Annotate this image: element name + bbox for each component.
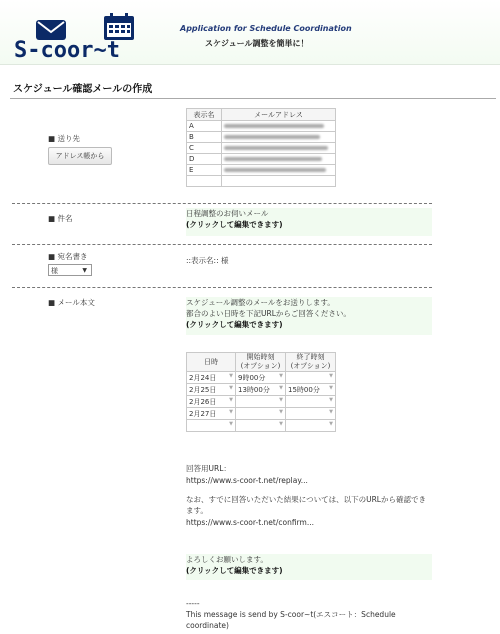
recipient-email[interactable] <box>222 121 336 132</box>
envelope-icon <box>36 20 66 40</box>
chevron-down-icon: ▼ <box>329 385 333 391</box>
column-header-date: 日時 <box>187 353 236 372</box>
chevron-down-icon: ▼ <box>229 397 233 403</box>
edit-hint: (クリックして編集できます) <box>186 220 283 229</box>
column-header-start: 開始時刻 (オプション) <box>236 353 286 372</box>
chevron-down-icon: ▼ <box>229 385 233 391</box>
table-row[interactable] <box>187 121 336 132</box>
subject-editor[interactable] <box>186 208 432 236</box>
start-time-select[interactable]: 13時00分 ▼ <box>236 384 286 396</box>
salutation-preview: ::表示名:: 様 <box>186 256 229 265</box>
table-row <box>187 372 336 384</box>
end-time-select[interactable] <box>286 396 336 408</box>
recipients-label: ■ 送り先 <box>48 134 80 143</box>
recipient-name[interactable]: B <box>187 132 222 143</box>
table-row <box>187 408 336 420</box>
signature-line2: coordinate) <box>186 621 229 630</box>
table-row[interactable] <box>187 132 336 143</box>
recipient-name[interactable] <box>187 176 222 187</box>
section-divider <box>12 203 432 204</box>
confirm-text-line2: ます。 <box>186 506 208 515</box>
date-cell[interactable] <box>187 420 236 432</box>
start-time-select[interactable] <box>236 420 286 432</box>
salutation-select[interactable] <box>48 264 92 276</box>
subject-value: 日程調整のお伺いメール <box>186 209 269 218</box>
reply-url-label: 回答用URL： <box>186 464 231 473</box>
recipient-name[interactable]: A <box>187 121 222 132</box>
confirm-url: https://www.s-coor-t.net/confirm... <box>186 518 314 527</box>
chevron-down-icon: ▼ <box>229 421 233 427</box>
salutation-label: ■ 宛名書き <box>48 252 88 261</box>
chevron-down-icon: ▼ <box>279 409 283 415</box>
section-divider <box>12 244 432 245</box>
app-header <box>0 0 500 65</box>
title-divider <box>10 98 496 99</box>
chevron-down-icon: ▼ <box>279 385 283 391</box>
salutation-selected: 様 <box>51 267 58 275</box>
table-row[interactable] <box>187 154 336 165</box>
edit-hint: (クリックして編集できます) <box>186 320 283 329</box>
chevron-down-icon: ▼ <box>229 409 233 415</box>
schedule-date-table <box>186 352 336 432</box>
date-cell[interactable]: 2月24日 ▼ <box>187 372 236 384</box>
table-row[interactable] <box>187 143 336 154</box>
signature-line1: This message is send by S-coor~t(エスコート：Schedule <box>186 610 396 619</box>
chevron-down-icon: ▼ <box>329 421 333 427</box>
mail-closing-editor[interactable] <box>186 554 432 580</box>
recipient-name[interactable]: D <box>187 154 222 165</box>
column-header-email: メールアドレス <box>222 109 336 121</box>
recipient-name[interactable]: E <box>187 165 222 176</box>
calendar-icon <box>104 13 134 40</box>
start-time-select[interactable]: 9時00分 ▼ <box>236 372 286 384</box>
tagline-english: Application for Schedule Coordination <box>180 24 352 33</box>
signature-rule: ----- <box>186 599 200 608</box>
date-cell[interactable]: 2月26日 ▼ <box>187 396 236 408</box>
end-time-select[interactable]: 15時00分 ▼ <box>286 384 336 396</box>
address-book-button[interactable]: アドレス帳から <box>48 147 112 165</box>
section-divider <box>12 287 432 288</box>
confirm-text-line1: なお、すでに回答いただいた結果については、以下のURLから確認でき <box>186 495 426 504</box>
table-row <box>187 420 336 432</box>
table-row <box>187 396 336 408</box>
end-time-select[interactable] <box>286 408 336 420</box>
table-row <box>187 384 336 396</box>
closing-text: よろしくお願いします。 <box>186 555 268 564</box>
chevron-down-icon: ▼ <box>82 267 87 274</box>
table-row[interactable] <box>187 165 336 176</box>
date-cell[interactable]: 2月27日 ▼ <box>187 408 236 420</box>
mail-intro-line2: 都合のよい日時を下記URLからご回答ください。 <box>186 309 351 318</box>
subject-label: ■ 件名 <box>48 214 73 223</box>
start-time-select[interactable] <box>236 408 286 420</box>
recipient-email[interactable] <box>222 165 336 176</box>
end-time-select[interactable] <box>286 372 336 384</box>
tagline-japanese: スケジュール調整を簡単に！ <box>205 39 309 48</box>
chevron-down-icon: ▼ <box>329 397 333 403</box>
chevron-down-icon: ▼ <box>279 373 283 379</box>
column-header-end: 終了時刻 (オプション) <box>286 353 336 372</box>
page-title: スケジュール確認メールの作成 <box>13 84 153 95</box>
recipient-email[interactable] <box>222 154 336 165</box>
chevron-down-icon: ▼ <box>329 409 333 415</box>
table-row[interactable] <box>187 176 336 187</box>
column-header-display-name: 表示名 <box>187 109 222 121</box>
logo-text: S-coor~t <box>14 38 120 63</box>
mail-intro-editor[interactable] <box>186 297 432 335</box>
edit-hint: (クリックして編集できます) <box>186 566 283 575</box>
recipient-email[interactable] <box>222 143 336 154</box>
mail-body-label: ■ メール本文 <box>48 298 95 307</box>
recipient-name[interactable]: C <box>187 143 222 154</box>
chevron-down-icon: ▼ <box>279 397 283 403</box>
recipient-table <box>186 108 336 187</box>
start-time-select[interactable] <box>236 396 286 408</box>
end-time-select[interactable] <box>286 420 336 432</box>
chevron-down-icon: ▼ <box>279 421 283 427</box>
date-cell[interactable]: 2月25日 ▼ <box>187 384 236 396</box>
recipient-email[interactable] <box>222 132 336 143</box>
recipient-email[interactable] <box>222 176 336 187</box>
mail-intro-line1: スケジュール調整のメールをお送りします。 <box>186 298 335 307</box>
reply-url: https://www.s-coor-t.net/replay... <box>186 476 308 485</box>
chevron-down-icon: ▼ <box>329 373 333 379</box>
chevron-down-icon: ▼ <box>229 373 233 379</box>
